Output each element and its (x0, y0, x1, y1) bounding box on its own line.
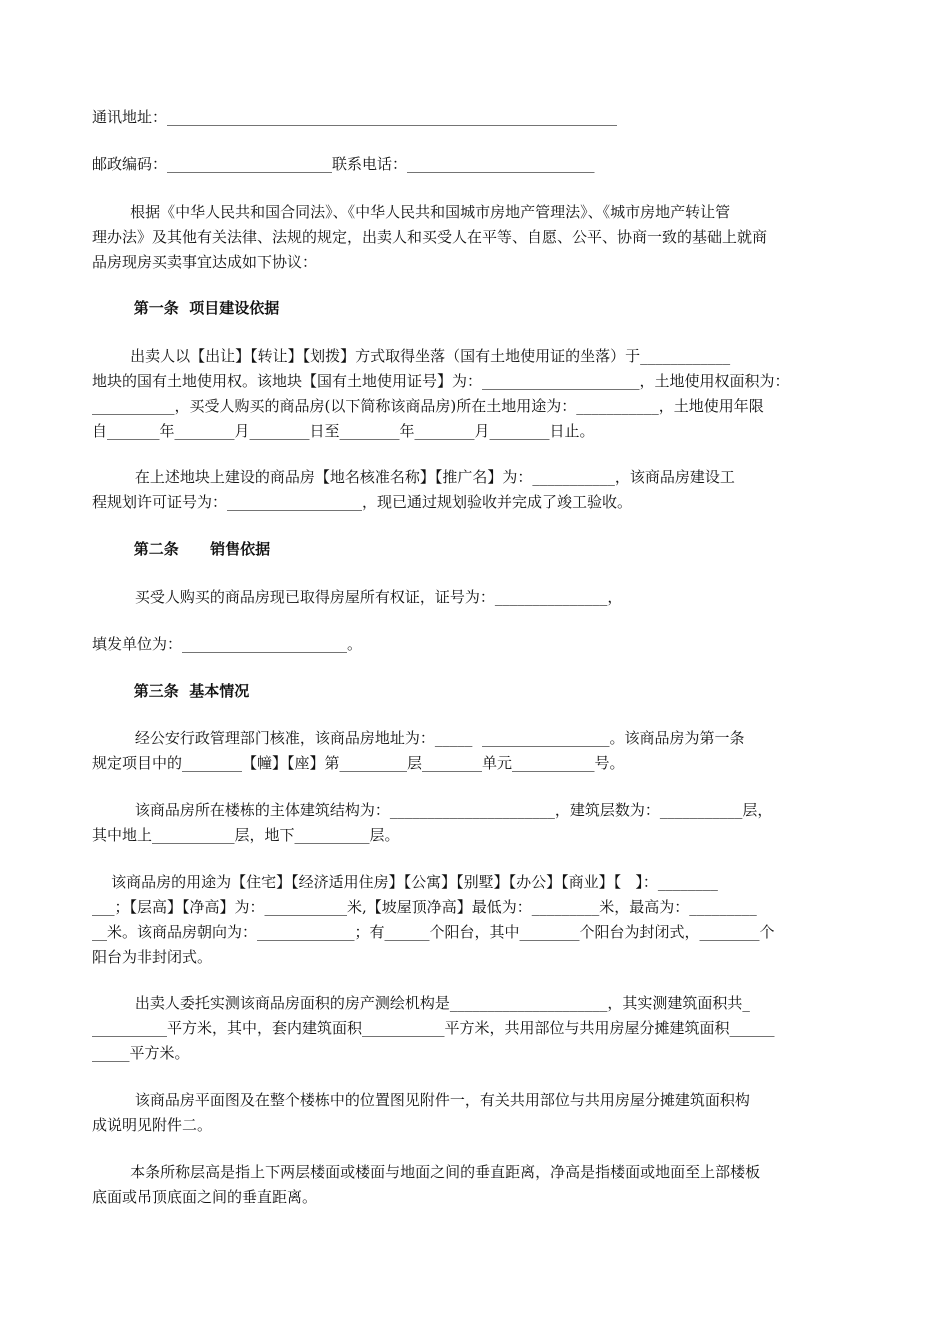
article3-para2-line: 其中地上___________层，地下__________层。 (92, 826, 400, 844)
article3-para4-line: _____平方米。 (92, 1044, 190, 1062)
article3-para3-line: 阳台为非封闭式。 (92, 948, 213, 966)
article3-para5-line: 该商品房平面图及在整个楼栋中的位置图见附件一，有关共用部位与共用房屋分摊建筑面积构 (92, 1091, 750, 1109)
article3-para1-line: 经公安行政管理部门核准，该商品房地址为：_____ _________________。该商品房为第一条 (92, 729, 745, 747)
article3-para3-line: ___；【层高】【净高】为：___________米,【坡屋顶净高】最低为：_________米，最高为：_________ (92, 898, 757, 916)
article3-para2-line: 该商品房所在楼栋的主体建筑结构为：______________________，建筑层数为：___________层， (92, 801, 773, 819)
article3-para5-line: 成说明见附件二。 (92, 1116, 213, 1134)
address-line: 通讯地址：____________________________________________________________ (92, 108, 618, 126)
article3-title: 第三条 基本情况 (92, 682, 250, 700)
article1-para1-line: ___________，买受人购买的商品房(以下简称该商品房)所在土地用途为：___________，土地使用年限 (92, 397, 764, 415)
article3-para1-line: 规定项目中的________【幢】【座】第_________层________单元___________号。 (92, 754, 625, 772)
intro-line: 根据《中华人民共和国合同法》、《中华人民共和国城市房地产管理法》、《城市房地产转让管 (92, 203, 731, 221)
article1-para1-line: 地块的国有土地使用权。该地块【国有土地使用证号】为：_____________________，土地使用权面积为： (92, 372, 790, 390)
article1-para2-line: 程规划许可证号为：__________________，现已通过规划验收并完成了竣工验收。 (92, 493, 633, 511)
article3-para4-line: __________平方米，其中，套内建筑面积___________平方米，共用部位与共用房屋分摊建筑面积______ (92, 1019, 775, 1037)
article1-para1-line: 出卖人以【出让】【转让】【划拨】方式取得坐落（国有土地使用证的坐落）于____________ (92, 347, 731, 365)
article1-para2-line: 在上述地块上建设的商品房【地名核准名称】【推广名】为：___________，该商品房建设工 (92, 468, 735, 486)
article2-para1: 买受人购买的商品房现已取得房屋所有权证，证号为：_______________， (92, 588, 623, 606)
article2-title: 第二条 销售依据 (92, 540, 271, 558)
intro-line: 理办法》及其他有关法律、法规的规定，出卖人和买受人在平等、自愿、公平、协商一致的基础上就商 (92, 228, 768, 246)
article2-para2: 填发单位为：______________________。 (92, 635, 363, 653)
postal-phone-line: 邮政编码：______________________联系电话：_________________________ (92, 155, 595, 173)
article3-para4-line: 出卖人委托实测该商品房面积的房产测绘机构是_____________________，其实测建筑面积共_ (92, 994, 750, 1012)
article3-para3-line: 该商品房的用途为【住宅】【经济适用住房】【公寓】【别墅】【办公】【商业】【 】：________ (92, 873, 718, 891)
article1-para1-line: 自_______年________月________日至________年________月________日止。 (92, 422, 595, 440)
intro-line: 品房现房买卖事宜达成如下协议： (92, 253, 318, 271)
article3-para6-line: 本条所称层高是指上下两层楼面或楼面与地面之间的垂直距离，净高是指楼面或地面至上部楼板 (92, 1163, 761, 1181)
article3-para3-line: __米。该商品房朝向为：_____________；有______个阳台，其中________个阳台为封闭式，________个 (92, 923, 775, 941)
article1-title: 第一条 项目建设依据 (92, 299, 280, 317)
article3-para6-line: 底面或吊顶底面之间的垂直距离。 (92, 1188, 318, 1206)
